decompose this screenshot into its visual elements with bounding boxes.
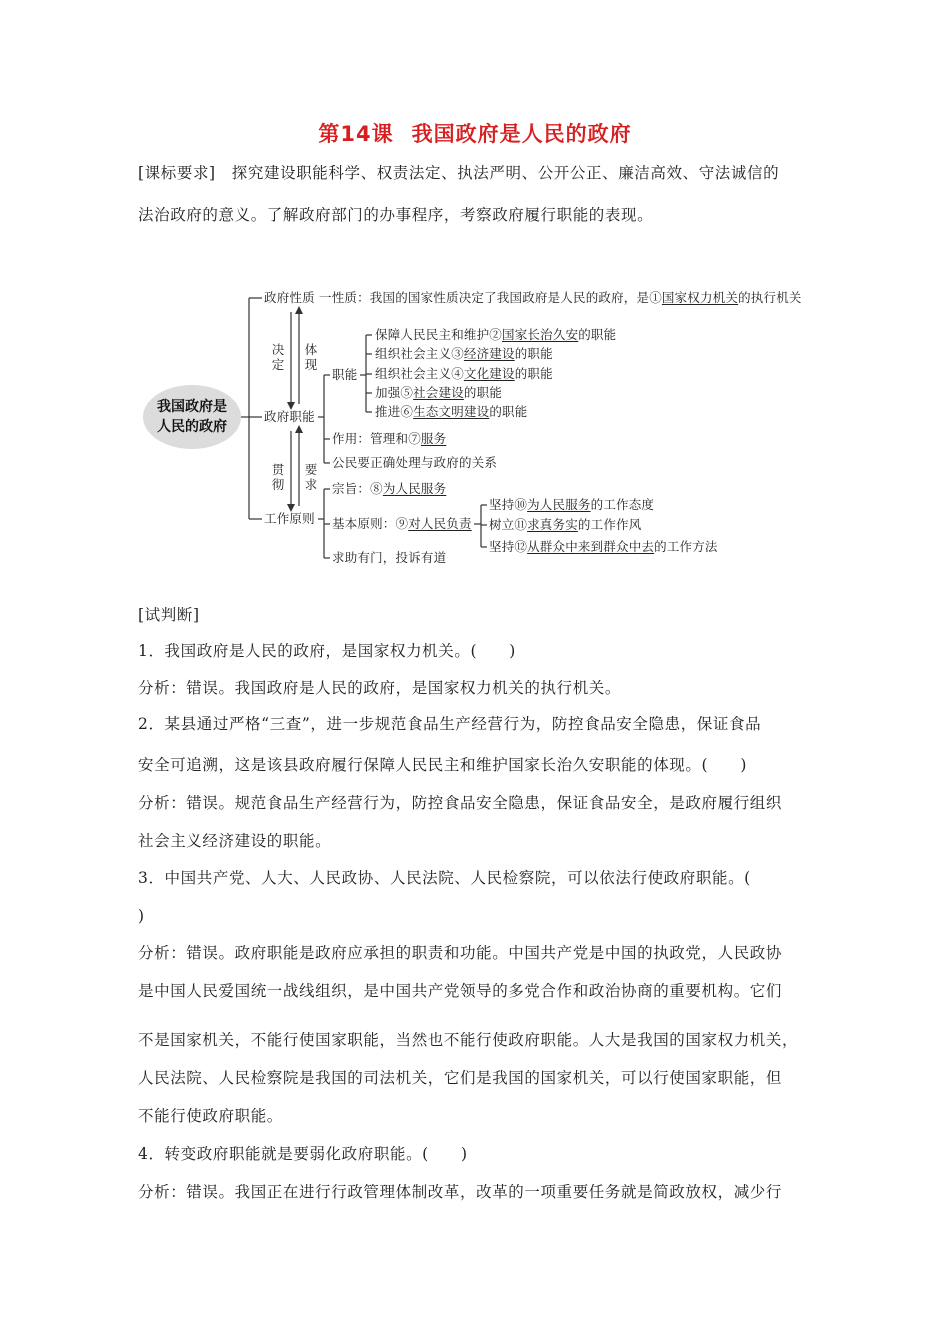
role-row: 作用：管理和⑦服务 <box>332 431 447 446</box>
requirement-line-2: 法治政府的意义。了解政府部门的办事程序，考察政府履行职能的表现。 <box>138 206 654 224</box>
judge-line: 分析：错误。政府职能是政府应承担的职责和功能。中国共产党是中国的执政党，人民政协 <box>138 944 783 962</box>
nature-text-b: 的执行机关 <box>738 290 802 305</box>
judge-line: 安全可追溯，这是该县政府履行保障人民民主和维护国家长治久安职能的体现。( ) <box>138 756 747 774</box>
duty-item: 组织社会主义③经济建设的职能 <box>375 346 553 361</box>
judge-line: 1．我国政府是人民的政府，是国家权力机关。( ) <box>138 642 516 660</box>
complaint-row: 求助有门，投诉有道 <box>332 550 447 565</box>
duties-label: 职能 <box>332 367 358 382</box>
judge-line: 不是国家机关，不能行使国家职能，当然也不能行使政府职能。人大是我国的国家权力机关， <box>138 1031 799 1049</box>
duty-item: 加强⑤社会建设的职能 <box>375 385 503 400</box>
judge-heading: [试判断] <box>138 606 200 624</box>
arrow-label-reflect: 体现 <box>304 342 318 372</box>
judge-line: 2．某县通过严格“三查”，进一步规范食品生产经营行为，防控食品安全隐患，保证食品 <box>138 715 762 733</box>
judge-line: 人民法院、人民检察院是我国的司法机关，它们是我国的国家机关，可以行使国家职能，但 <box>138 1069 783 1087</box>
duty-item: 保障人民民主和维护②国家长治久安的职能 <box>375 327 617 342</box>
lesson-number: 第14课 <box>318 122 394 146</box>
arrow-label-require: 要求 <box>304 462 318 492</box>
nature-label: 政府性质 <box>264 290 315 305</box>
arrow-label-decide: 决定 <box>271 342 285 372</box>
principle-sub-item: 坚持⑩为人民服务的工作态度 <box>489 497 655 512</box>
nature-row <box>264 291 802 305</box>
principle-sub-item: 树立⑪求真务实的工作作风 <box>489 517 642 532</box>
judge-line: 是中国人民爱国统一战线组织，是中国共产党领导的多党合作和政治协商的重要机构。它们 <box>138 982 783 1000</box>
judge-line: 3．中国共产党、人大、人民政协、人民法院、人民检察院，可以依法行使政府职能。( <box>138 869 751 887</box>
center-label-line-2: 人民的政府 <box>157 419 227 435</box>
judge-line: 分析：错误。我国正在进行行政管理体制改革，改革的一项重要任务就是简政放权，减少行 <box>138 1183 783 1201</box>
judge-line: 不能行使政府职能。 <box>138 1107 283 1125</box>
aim-row: 宗旨：⑧为人民服务 <box>332 481 447 496</box>
nature-text-a: 一性质：我国的国家性质决定了我国政府是人民的政府，是① <box>319 290 662 305</box>
lesson-topic: 我国政府是人民的政府 <box>411 122 632 146</box>
judge-line: 社会主义经济建设的职能。 <box>138 832 332 850</box>
judge-line: ) <box>138 907 145 925</box>
judge-line: 分析：错误。我国政府是人民的政府，是国家权力机关的执行机关。 <box>138 679 622 697</box>
principles-label: 工作原则 <box>264 511 315 526</box>
arrow-label-implement: 贯彻 <box>271 462 285 492</box>
judge-line: 4．转变政府职能就是要弱化政府职能。( ) <box>138 1145 468 1163</box>
functions-label: 政府职能 <box>264 409 315 424</box>
nature-answer: 国家权力机关 <box>661 290 739 305</box>
judge-line: 分析：错误。规范食品生产经营行为，防控食品安全隐患，保证食品安全，是政府履行组织 <box>138 794 783 812</box>
principle-sub-item: 坚持⑫从群众中来到群众中去的工作方法 <box>489 539 718 554</box>
duty-item: 组织社会主义④文化建设的职能 <box>375 366 553 381</box>
basic-principle-row: 基本原则：⑨对人民负责 <box>332 516 472 531</box>
diagram-center-oval <box>143 385 241 449</box>
duty-item: 推进⑥生态文明建设的职能 <box>375 404 528 419</box>
requirement-line-1: [课标要求] 探究建设职能科学、权责法定、执法严明、公开公正、廉洁高效、守法诚信的 <box>138 164 780 182</box>
citizen-row: 公民要正确处理与政府的关系 <box>332 455 498 470</box>
center-label-line-1: 我国政府是 <box>157 399 227 415</box>
